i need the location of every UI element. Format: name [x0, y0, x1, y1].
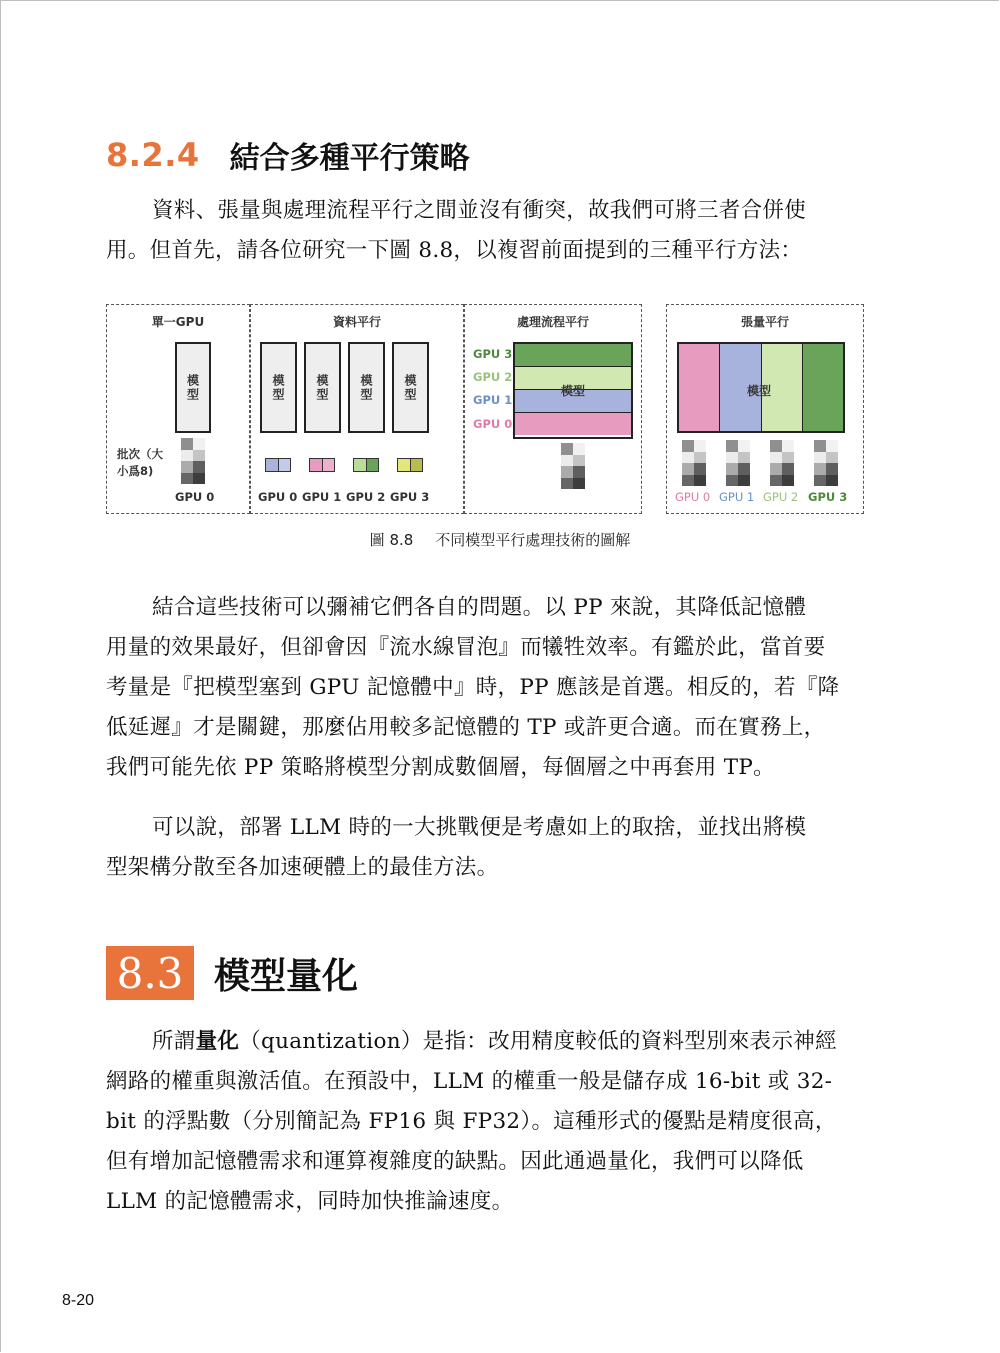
panel-title: 處理流程平行 — [516, 315, 589, 329]
panel-tensor-parallel — [666, 304, 864, 514]
gpu-label: GPU 3 — [390, 490, 430, 504]
batch-chip-gpu1 — [309, 458, 335, 472]
batch-label — [117, 446, 175, 480]
model-label: 模型 — [185, 373, 200, 402]
batch-chip-gpu3 — [397, 458, 423, 472]
bold-term: 量化 — [195, 1029, 240, 1054]
chapter-section-number: 8.3 — [106, 946, 194, 1000]
gpu-label: GPU 1 — [719, 490, 755, 504]
text-line: 可以說，部署 LLM 時的一大挑戰便是考慮如上的取捨，並找出將模 — [152, 815, 807, 840]
panel-title: 單一GPU — [151, 315, 205, 329]
chapter-section-title: 模型量化 — [214, 955, 359, 997]
batch-chip-gpu0 — [265, 458, 291, 472]
gpu-label: GPU 2 — [763, 490, 799, 504]
model-label: 模型 — [359, 373, 373, 402]
model-label: 模型 — [315, 373, 329, 402]
text-line: 網路的權重與激活值。在預設中，LLM 的權重一般是儲存成 16-bit 或 32- — [106, 1069, 833, 1094]
batch-chip-gpu2 — [353, 458, 379, 472]
model-box — [392, 342, 429, 433]
figure-number: 圖 8.8 — [369, 531, 414, 549]
text-line: 用。但首先，請各位研究一下圖 8.8，以複習前面提到的三種平行方法： — [106, 238, 803, 263]
gpu-label: GPU 1 — [302, 490, 342, 504]
batch-grid — [181, 438, 205, 484]
text-line: 型架構分散至各加速硬體上的最佳方法。 — [106, 855, 499, 880]
model-label: 模型 — [561, 384, 586, 398]
gpu-label: GPU 2 — [473, 370, 513, 384]
page-number: 8-20 — [62, 1292, 95, 1309]
text-line: 結合這些技術可以彌補它們各自的問題。以 PP 來說，其降低記憶體 — [152, 595, 807, 620]
intro-paragraph — [106, 191, 866, 271]
section-number: 8.2.4 — [106, 136, 200, 174]
batch-label-line: 批次（大 — [117, 447, 163, 461]
panel-data-parallel — [250, 304, 464, 514]
summary-paragraph — [106, 808, 866, 888]
text-line: 考量是『把模型塞到 GPU 記憶體中』時，PP 應該是首選。相反的，若『降 — [106, 675, 840, 700]
model-label: 模型 — [747, 384, 772, 398]
panel-pipeline-parallel — [464, 304, 642, 514]
quantization-paragraph — [106, 1022, 866, 1222]
text-line: 我們可能先依 PP 策略將模型分割成數個層，每個層之中再套用 TP。 — [106, 755, 775, 780]
panel-single-gpu — [106, 304, 250, 514]
gpu-label: GPU 2 — [346, 490, 386, 504]
panel-title: 資料平行 — [332, 315, 381, 329]
gpu-label: GPU 3 — [808, 490, 848, 504]
batch-grid — [770, 440, 794, 486]
model-box — [304, 342, 341, 433]
text-line — [106, 1022, 866, 1062]
layer-gpu0 — [515, 413, 631, 435]
text-line: 低延遲』才是關鍵，那麼佔用較多記憶體的 TP 或許更合適。而在實務上， — [106, 715, 826, 740]
text-line: 但有增加記憶體需求和運算複雜度的缺點。因此通過量化，我們可以降低 — [106, 1149, 804, 1174]
gpu-label: GPU 3 — [473, 347, 513, 361]
gpu-label: GPU 0 — [473, 417, 513, 431]
text-line: LLM 的記憶體需求，同時加快推論速度。 — [106, 1189, 514, 1214]
text-line: bit 的浮點數（分別簡記為 FP16 與 FP32）。這種形式的優點是精度很高， — [106, 1109, 837, 1134]
gpu-label: GPU 0 — [175, 490, 215, 504]
shard-gpu3 — [803, 344, 843, 431]
layer-gpu3 — [515, 344, 631, 367]
model-label: 模型 — [403, 373, 417, 402]
text-line: 資料、張量與處理流程平行之間並沒有衝突，故我們可將三者合併使 — [152, 198, 807, 223]
figure-8-8 — [106, 304, 864, 514]
panel-title: 張量平行 — [740, 315, 789, 329]
batch-grid — [682, 440, 706, 486]
model-box — [260, 342, 297, 433]
combine-paragraph — [106, 588, 866, 788]
section-heading — [106, 133, 470, 177]
gpu-label: GPU 0 — [675, 490, 711, 504]
section-title: 結合多種平行策略 — [229, 141, 470, 176]
batch-grid — [726, 440, 750, 486]
gpu-label: GPU 1 — [473, 393, 513, 407]
batch-label-line: 小爲8) — [117, 464, 154, 478]
batch-grid — [814, 440, 838, 486]
figure-caption — [0, 529, 1000, 550]
text-line: 用量的效果最好，但卻會因『流水線冒泡』而犧牲效率。有鑑於此，當首要 — [106, 635, 826, 660]
model-box — [348, 342, 385, 433]
model-label: 模型 — [271, 373, 285, 402]
batch-grid — [561, 443, 585, 489]
text-span: 所謂 — [152, 1029, 196, 1054]
model-box — [175, 342, 211, 433]
text-span: （quantization）是指：改用精度較低的資料型別來表示神經 — [239, 1029, 837, 1054]
figure-caption-text: 不同模型平行處理技術的圖解 — [435, 531, 631, 549]
chapter-section-heading — [106, 946, 358, 1000]
gpu-label: GPU 0 — [258, 490, 298, 504]
shard-gpu0 — [679, 344, 720, 431]
